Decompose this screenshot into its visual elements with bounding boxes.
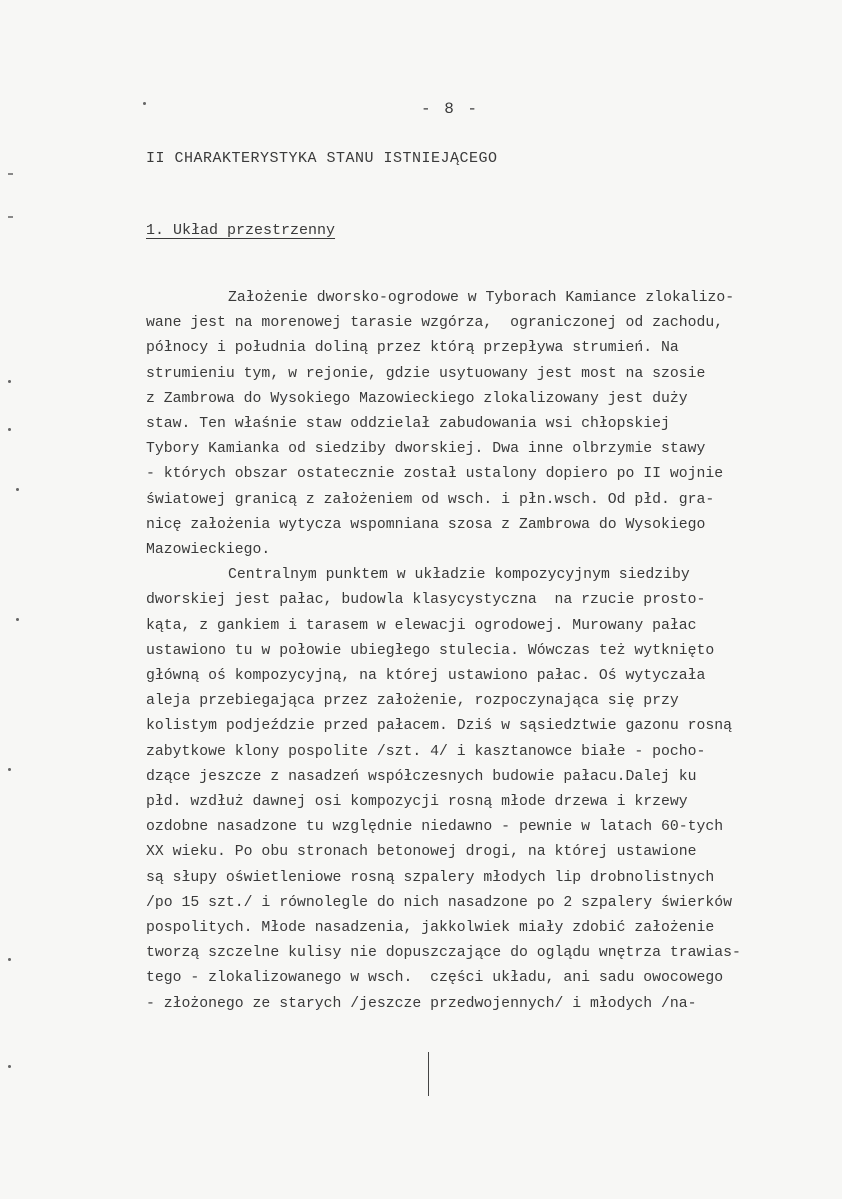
margin-mark (8, 1065, 11, 1068)
scan-speck (143, 102, 146, 105)
text-line: Centralnym punktem w układzie kompozycyjnym siedziby (228, 567, 690, 584)
margin-mark (8, 216, 13, 218)
margin-mark (8, 380, 11, 383)
section-heading: II CHARAKTERYSTYKA STANU ISTNIEJĄCEGO (146, 150, 498, 167)
paragraph-2 (146, 563, 836, 1017)
text-line: XX wieku. Po obu stronach betonowej drogi, na której ustawione (146, 844, 697, 861)
text-line: Tybory Kamianka od siedziby dworskiej. Dwa inne olbrzymie stawy (146, 441, 706, 458)
margin-mark (16, 488, 19, 491)
subheading: 1. Układ przestrzenny (146, 222, 336, 239)
text-line: /po 15 szt./ i równolegle do nich nasadzone po 2 szpalery świerków (146, 894, 733, 911)
text-line: z Zambrowa do Wysokiego Mazowieckiego zlokalizowany jest duży (146, 390, 688, 407)
text-line: dworskiej jest pałac, budowla klasycystyczna na rzucie prosto- (146, 592, 706, 609)
text-line: staw. Ten właśnie staw oddzielał zabudowania wsi chłopskiej (146, 416, 670, 433)
text-line: - których obszar ostatecznie został ustalony dopiero po II wojnie (146, 466, 724, 483)
center-vertical-line (428, 1052, 429, 1096)
margin-mark (16, 618, 19, 621)
text-line: zabytkowe klony pospolite /szt. 4/ i kasztanowce białe - pocho- (146, 743, 706, 760)
text-line: światowej granicą z założeniem od wsch. i płn.wsch. Od płd. gra- (146, 491, 715, 508)
text-line: aleja przebiegająca przez założenie, rozpoczynająca się przy (146, 693, 679, 710)
text-line: tego - zlokalizowanego w wsch. części układu, ani sadu owocowego (146, 970, 724, 987)
text-line: płd. wzdłuż dawnej osi kompozycji rosną młode drzewa i krzewy (146, 794, 688, 811)
text-line: strumieniu tym, w rejonie, gdzie usytuowany jest most na szosie (146, 365, 706, 382)
paragraph-1 (146, 286, 836, 563)
margin-mark (8, 958, 11, 961)
page-number: - 8 - (420, 100, 479, 118)
text-line: dzące jeszcze z nasadzeń współczesnych budowie pałacu.Dalej ku (146, 768, 697, 785)
text-line: północy i południa doliną przez którą przepływa strumień. Na (146, 340, 679, 357)
text-line: główną oś kompozycyjną, na której ustawiono pałac. Oś wytyczała (146, 668, 706, 685)
text-line: Mazowieckiego. (146, 542, 271, 559)
text-line: ozdobne nasadzone tu względnie niedawno - pewnie w latach 60-tych (146, 819, 724, 836)
text-line: wane jest na morenowej tarasie wzgórza, ograniczonej od zachodu, (146, 315, 724, 332)
text-line: ustawiono tu w połowie ubiegłego stulecia. Wówczas też wytknięto (146, 642, 715, 659)
text-line: kąta, z gankiem i tarasem w elewacji ogrodowej. Murowany pałac (146, 617, 697, 634)
text-line: - złożonego ze starych /jeszcze przedwojennych/ i młodych /na- (146, 995, 697, 1012)
text-line: Założenie dworsko-ogrodowe w Tyborach Kamiance zlokalizo- (228, 290, 735, 306)
body-text (146, 286, 836, 1017)
margin-mark (8, 428, 11, 431)
text-line: nicę założenia wytycza wspomniana szosa z Zambrowa do Wysokiego (146, 516, 706, 533)
margin-mark (8, 173, 13, 175)
text-line: pospolitych. Młode nasadzenia, jakkolwiek miały zdobić założenie (146, 920, 715, 937)
text-line: są słupy oświetleniowe rosną szpalery młodych lip drobnolistnych (146, 869, 715, 886)
margin-mark (8, 768, 11, 771)
text-line: tworzą szczelne kulisy nie dopuszczające do oglądu wnętrza trawias- (146, 945, 741, 962)
text-line: kolistym podjeździe przed pałacem. Dziś w sąsiedztwie gazonu rosną (146, 718, 733, 735)
